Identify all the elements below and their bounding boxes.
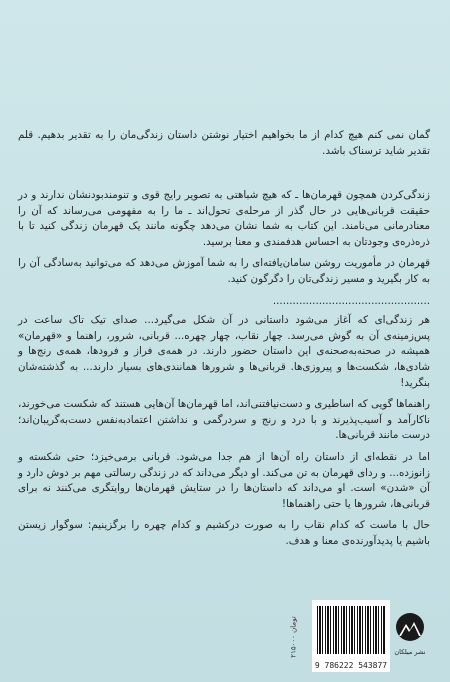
price-text: ۲۱۵۰۰۰ تومان	[289, 616, 298, 658]
barcode-digits: 9 786222 543877	[314, 661, 388, 670]
isbn-barcode	[312, 600, 390, 672]
intro-paragraph: گمان نمی کنم هیچ کدام از ما بخواهیم اختیار نوشتن داستان زندگی‌مان را به تقدیر بدهیم. قلم تقدیر شاید ترسناک باشد.	[18, 129, 430, 157]
blurb-text-block	[18, 188, 430, 555]
blurb-paragraph-3: هر زندگی‌ای که آغاز می‌شود داستانی در آن شکل می‌گیرد... صدای تیک تاک ساعت در پس‌زمینه‌ی آن به گوش می‌رسد. چهار نقاب، چهار چهره... قربانی، شرور، راهنما و «قهرمان» همیشه در صحنه‌به‌صحنه‌ی این داستان حضور دارند. در همه‌ی فراز و فرودها، همه‌ی رنج‌ها و شادی‌ها، شکست‌ها و پیروزی‌ها. قربانی‌ها و شرورها همانندی‌های بسیار دارند... به گذشته‌شان بنگرید!	[18, 314, 430, 389]
blurb-paragraph-6: حال با ماست که کدام نقاب را به صورت درکشیم و کدام چهره را برگزینیم: سوگوار زیستن باشیم یا پدیدآورنده‌ی معنا و هدف.	[18, 519, 430, 547]
intro-text-block	[18, 128, 430, 165]
barcode-lines	[317, 606, 385, 654]
publisher-name: نشر میلکان	[394, 648, 426, 656]
blurb-paragraph-2: قهرمان در مأموریت روشن سامان‌یافته‌ای را به شما آموزش می‌دهد که می‌توانید به‌سادگی آن را به کار بگیرید و مسیر زندگی‌تان را دگرگون کنید.	[18, 257, 430, 285]
blurb-paragraph-5: اما در نقطه‌ای از داستان راه آن‌ها از هم جدا می‌شود. قربانی برمی‌خیزد؛ حتی شکسته و زانوزده... و ردای قهرمان به تن می‌کند. او دیگر می‌داند که در زندگی رسالتی مهم بر دوش دارد و آن «شدن» است. او می‌داند که داستان‌ها را در ستایش قهرمان‌ها روایتگری می‌کنند نه برای قربانی‌ها، شرورها یا حتی راهنماها!	[18, 450, 430, 510]
blurb-paragraph-4: راهنماها گویی که اساطیری و دست‌نیافتنی‌اند، اما قهرمان‌ها آن‌هایی هستند که شکست می‌خورند، ناکارآمد و آسیب‌پذیرند و با درد و رنج و سردرگمی و نداشتن اعتمادبه‌نفس دست‌به‌گریبان‌اند؛ درست مانند قربانی‌ها.	[18, 398, 430, 442]
dotted-separator: ................................................	[272, 294, 430, 307]
mountain-logo-icon	[395, 612, 425, 646]
publisher-logo	[392, 612, 428, 672]
blurb-paragraph-1: زندگی‌کردن همچون قهرمان‌ها ـ که هیچ شباهتی به تصویر رایج قوی و تنومندبودنشان ندارند و در حقیقت قربانی‌هایی در حال گذر از مرحله‌ی تحول‌اند ـ ما را به مفهومی می‌رساند که آن را معنادرمانی می‌نامند. این کتاب به شما نشان می‌دهد چگونه مانند یک قهرمان زندگی کنید تا با ذره‌ذره‌ی وجودتان به احساس هدفمندی و معنا برسید.	[18, 189, 430, 248]
